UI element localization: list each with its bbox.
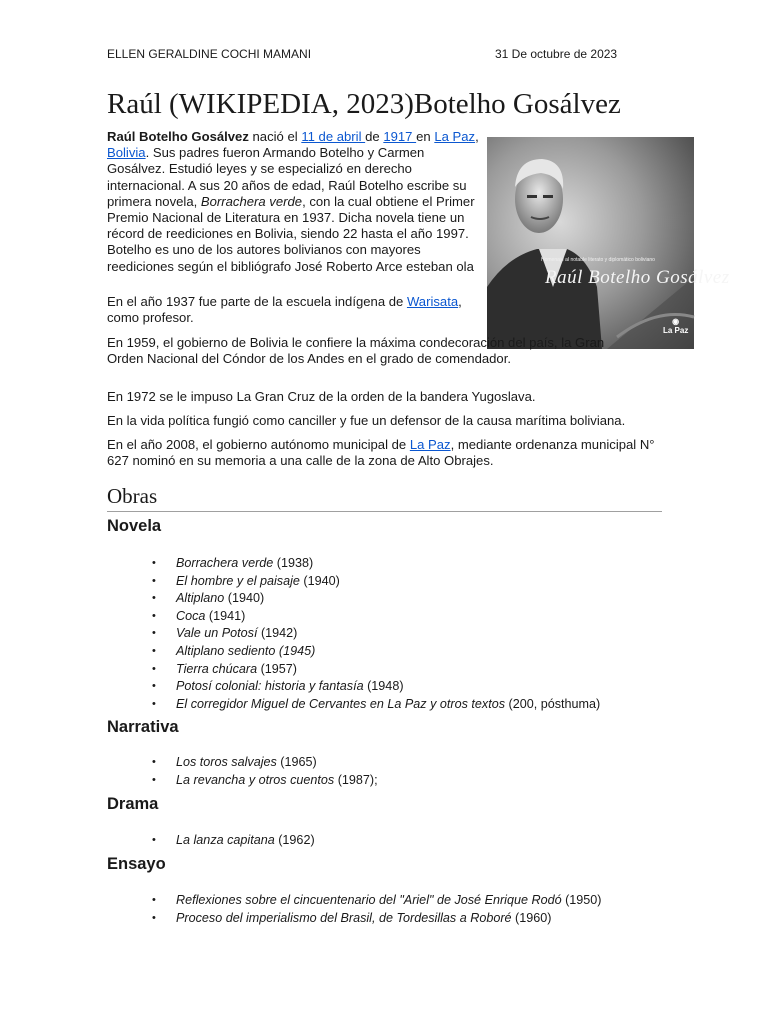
work-title: La lanza capitana	[176, 833, 275, 847]
novel-title: Borrachera verde	[200, 193, 303, 209]
work-title: El corregidor Miguel de Cervantes en La Paz y otros textos	[176, 696, 505, 711]
subject-name: Raúl Botelho Gosálvez	[107, 129, 249, 144]
link-birth-date[interactable]: 11 de abril	[301, 129, 366, 144]
work-year: (1987);	[334, 772, 378, 787]
paragraph-1972: En 1972 se le impuso La Gran Cruz de la orden de la bandera Yugoslava.	[107, 389, 536, 404]
list-novela	[152, 555, 600, 713]
work-title: La revancha y otros cuentos	[176, 772, 335, 787]
list-narrativa	[152, 754, 378, 789]
work-year: (1942)	[257, 626, 298, 641]
link-bolivia[interactable]: Bolivia	[107, 145, 146, 161]
work-year: (1950)	[561, 893, 602, 907]
subheading-narrativa: Narrativa	[107, 718, 179, 736]
link-warisata[interactable]: Warisata	[406, 294, 459, 309]
paragraph-1959: En 1959, el gobierno de Bolivia le confiere la máxima condecoración del país, la Gran Orden Nacional del Cóndor de los Andes en el grado de comendador.	[107, 335, 605, 367]
list-item	[152, 696, 600, 714]
work-title: Tierra chúcara	[176, 661, 258, 676]
header-author: ELLEN GERALDINE COCHI MAMANI	[107, 47, 312, 61]
portrait-image	[487, 137, 730, 349]
list-item	[152, 661, 600, 679]
subheading-drama: Drama	[107, 795, 159, 813]
la-paz-logo	[663, 317, 688, 335]
list-item	[152, 892, 602, 910]
work-title: Borrachera verde	[176, 556, 274, 570]
work-title: Proceso del imperialismo del Brasil, de Tordesillas a Roboré	[176, 910, 512, 925]
work-year: (1941)	[205, 608, 246, 623]
link-birth-year[interactable]: 1917	[383, 129, 417, 144]
logo-mark-icon: ◉	[672, 317, 680, 326]
logo-text: La Paz	[663, 326, 689, 335]
list-item	[152, 625, 600, 643]
portrait-caption-small: Homenaje al notable literato y diplomático boliviano	[541, 257, 655, 263]
work-year: (1940)	[224, 591, 265, 606]
portrait-caption-name: Raúl Botelho Gosálvez	[545, 267, 730, 288]
list-item	[152, 643, 600, 661]
paragraph-2008: En el año 2008, el gobierno autónomo municipal de La Paz, mediante ordenanza municipal N° 627 nominó en su memoria a una calle de la zona de Alto Obrajes.	[107, 437, 655, 469]
work-title: Altiplano sediento (1945)	[176, 643, 316, 658]
list-item	[152, 590, 600, 608]
work-year: (1938)	[273, 556, 314, 570]
work-year: (1962)	[274, 833, 315, 847]
work-title: Reflexiones sobre el cincuentenario del "Ariel" de José Enrique Rodó	[176, 893, 562, 907]
page-title: Raúl (WIKIPEDIA, 2023)Botelho Gosálvez	[107, 88, 621, 120]
list-item	[152, 910, 602, 928]
work-year: (1965)	[276, 755, 317, 769]
list-ensayo	[152, 892, 602, 927]
work-title: El hombre y el paisaje	[176, 573, 300, 588]
link-la-paz-2[interactable]: La Paz	[409, 437, 451, 452]
subheading-novela: Novela	[107, 517, 162, 535]
work-title: Los toros salvajes	[176, 755, 277, 769]
work-year: (1960)	[511, 910, 552, 925]
paragraph-politica: En la vida política fungió como canciller y fue un defensor de la causa marítima boliviana.	[107, 413, 626, 428]
list-item	[152, 608, 600, 626]
list-item	[152, 772, 378, 790]
section-heading-obras: Obras	[107, 484, 158, 508]
work-title: Potosí colonial: historia y fantasía	[176, 679, 364, 694]
section-divider	[107, 511, 662, 512]
work-title: Altiplano	[176, 591, 225, 606]
list-drama	[152, 832, 315, 850]
work-year: (1957)	[257, 661, 297, 676]
work-year: (1940)	[299, 573, 340, 588]
work-title: Vale un Potosí	[176, 626, 258, 641]
list-item	[152, 678, 600, 696]
intro-paragraph: Raúl Botelho Gosálvez nació el 11 de abril de 1917 en La Paz, Bolivia. Sus padres fueron Armando Botelho y Carmen Gosálvez. Estudió leyes y se especializó en derecho internacional. A sus 20 años de edad, Raúl Botelho escribe su primera novela, Borrachera verde, con la cual obtiene el Primer Premio Nacional de Literatura en 1937. Dicha novela tiene un récord de reediciones en Bolivia, siendo 22 hasta el año 1997. Botelho es uno de los autores bolivianos con mayores reediciones según el bibliógrafo José Roberto Arce esteban ola	[107, 129, 479, 274]
list-item	[152, 832, 315, 850]
list-item	[152, 573, 600, 591]
work-year: (1948)	[363, 679, 404, 694]
list-item	[152, 555, 600, 573]
subheading-ensayo: Ensayo	[107, 855, 166, 873]
list-item	[152, 754, 378, 772]
work-title: Coca	[176, 608, 206, 623]
header-date: 31 De octubre de 2023	[495, 47, 618, 61]
work-year: (200, pósthuma)	[505, 696, 601, 711]
paragraph-1937: En el año 1937 fue parte de la escuela indígena de Warisata, como profesor.	[107, 294, 462, 326]
link-la-paz[interactable]: La Paz	[434, 129, 476, 144]
